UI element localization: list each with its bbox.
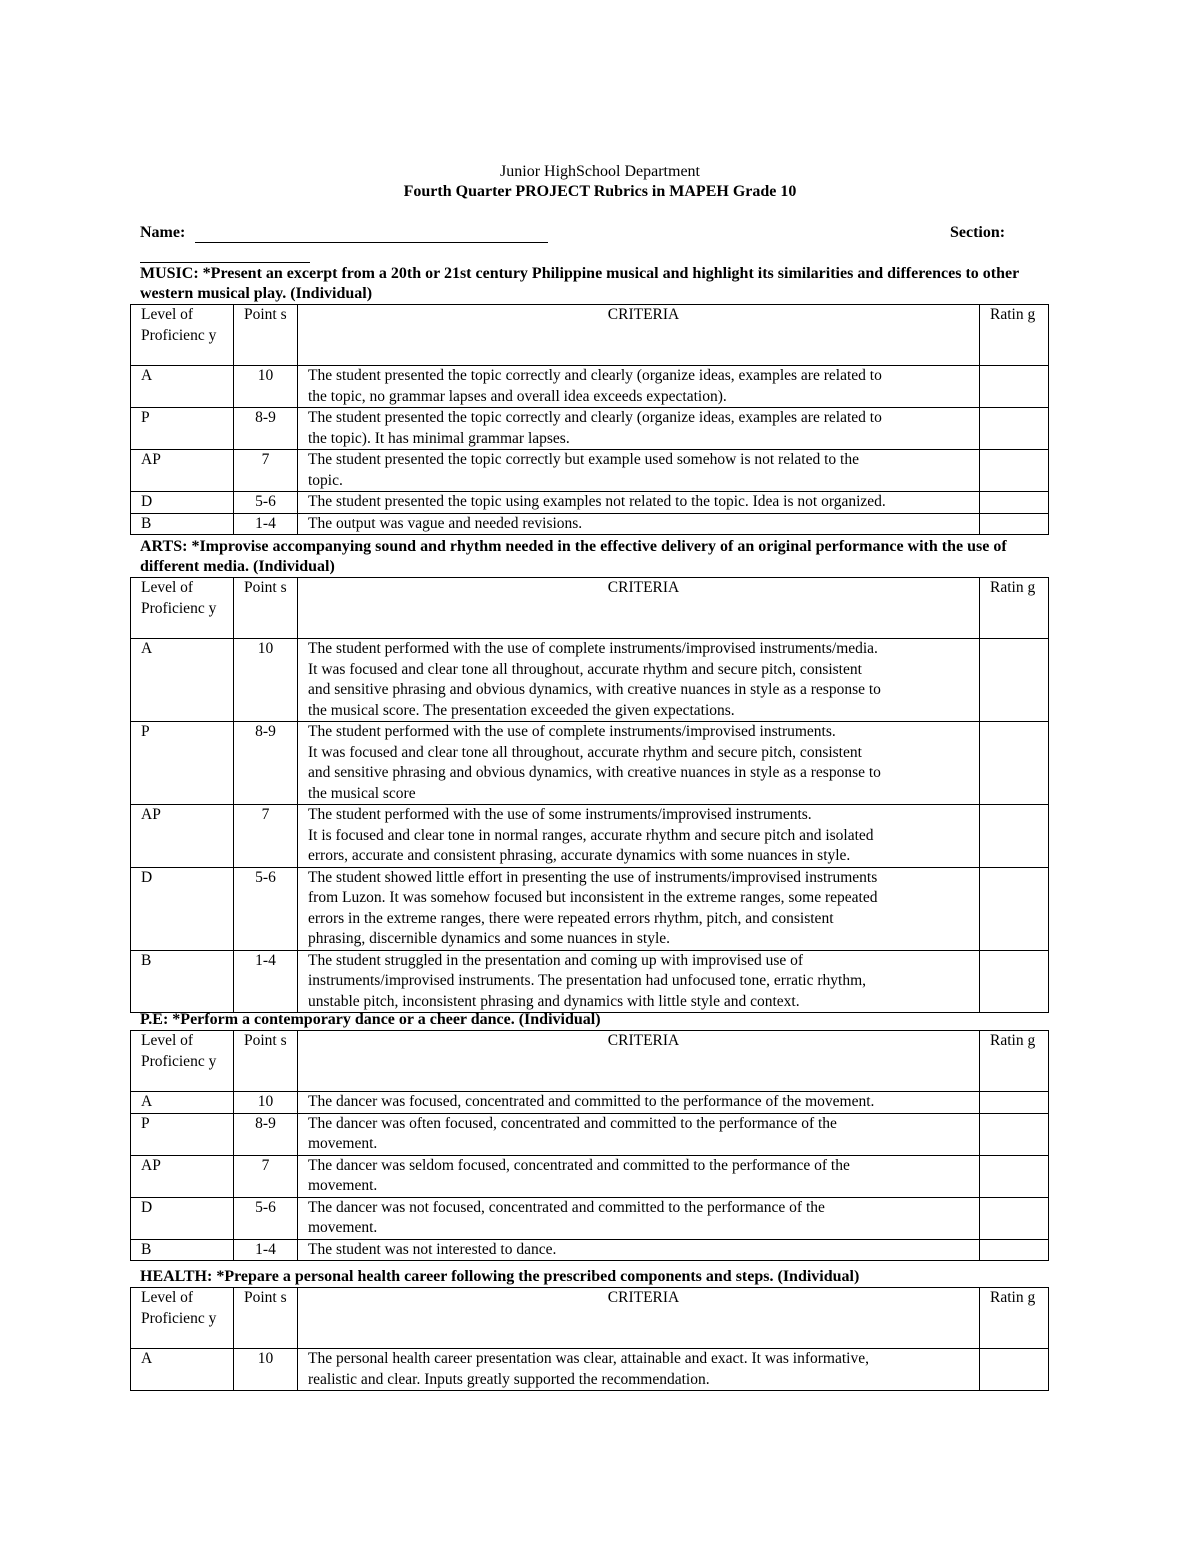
level-cell: AP: [131, 450, 234, 492]
points-header: Point s: [234, 305, 298, 366]
rating-cell[interactable]: [980, 1155, 1049, 1197]
music-rubric-table: [130, 304, 1049, 535]
criteria-cell: The student presented the topic correctly but example used somehow is not related to the topic.: [298, 450, 980, 492]
criteria-cell: The output was vague and needed revisions.: [298, 513, 980, 535]
table-row: [131, 366, 1049, 408]
points-cell: 8-9: [234, 408, 298, 450]
criteria-cell: The student showed little effort in presenting the use of instruments/improvised instruments from Luzon. It was somehow focused but inconsistent in the extreme ranges, some repeated errors in the extreme ranges, there were repeated errors rhythm, pitch, and consistent phrasing, discernible dynamics and some nuances in style.: [298, 867, 980, 950]
criteria-cell: The personal health career presentation was clear, attainable and exact. It was informative, realistic and clear. Inputs greatly supported the recommendation.: [298, 1349, 980, 1391]
table-row: [131, 722, 1049, 805]
health-section-title: HEALTH: *Prepare a personal health career following the prescribed components and steps. (Individual): [140, 1268, 860, 1285]
rating-cell[interactable]: [980, 867, 1049, 950]
table-row: [131, 408, 1049, 450]
level-cell: A: [131, 639, 234, 722]
music-section-title: MUSIC: *Present an excerpt from a 20th or 21st century Philippine musical and highlight its similarities and differences to other western musical play. (Individual): [140, 265, 1019, 302]
arts-rubric-table: [130, 577, 1049, 1013]
level-cell: A: [131, 1349, 234, 1391]
table-row: [131, 867, 1049, 950]
points-cell: 10: [234, 639, 298, 722]
points-cell: 8-9: [234, 722, 298, 805]
points-cell: 10: [234, 366, 298, 408]
points-cell: 1-4: [234, 513, 298, 535]
level-cell: D: [131, 492, 234, 514]
table-row: [131, 950, 1049, 1013]
rating-cell[interactable]: [980, 639, 1049, 722]
criteria-cell: The student presented the topic correctly and clearly (organize ideas, examples are related to the topic). It has minimal grammar lapses.: [298, 408, 980, 450]
points-cell: 10: [234, 1092, 298, 1114]
criteria-cell: The dancer was often focused, concentrated and committed to the performance of the movement.: [298, 1113, 980, 1155]
rating-cell[interactable]: [980, 408, 1049, 450]
points-cell: 7: [234, 805, 298, 868]
level-cell: B: [131, 513, 234, 535]
criteria-cell: The dancer was seldom focused, concentrated and committed to the performance of the movement.: [298, 1155, 980, 1197]
rating-cell[interactable]: [980, 492, 1049, 514]
points-header: Point s: [234, 1031, 298, 1092]
section-label: Section:: [950, 224, 1006, 241]
criteria-cell: The dancer was not focused, concentrated and committed to the performance of the movement.: [298, 1197, 980, 1239]
rating-header: Ratin g: [980, 1288, 1049, 1349]
level-cell: AP: [131, 805, 234, 868]
points-header: Point s: [234, 1288, 298, 1349]
rating-cell[interactable]: [980, 1092, 1049, 1114]
table-row: [131, 1092, 1049, 1114]
table-row: [131, 1349, 1049, 1391]
points-cell: 7: [234, 450, 298, 492]
rating-cell[interactable]: [980, 1349, 1049, 1391]
department-heading: Junior HighSchool Department: [500, 163, 700, 180]
criteria-cell: The student performed with the use of complete instruments/improvised instruments/media. It was focused and clear tone all throughout, accurate rhythm and secure pitch, consistent and sensitive phrasing and obvious dynamics, with creative nuances in style as a response to the musical score. The presentation exceeded the given expectations.: [298, 639, 980, 722]
points-cell: 1-4: [234, 950, 298, 1013]
level-header: Level of Proficienc y: [131, 1031, 234, 1092]
rating-cell[interactable]: [980, 722, 1049, 805]
pe-rubric-table: [130, 1030, 1049, 1261]
table-header-row: [131, 1031, 1049, 1092]
rating-cell[interactable]: [980, 1239, 1049, 1261]
points-cell: 5-6: [234, 867, 298, 950]
criteria-cell: The student presented the topic using examples not related to the topic. Idea is not organized.: [298, 492, 980, 514]
table-row: [131, 1113, 1049, 1155]
pe-section-title: P.E: *Perform a contemporary dance or a cheer dance. (Individual): [140, 1011, 601, 1028]
level-cell: AP: [131, 1155, 234, 1197]
rating-header: Ratin g: [980, 305, 1049, 366]
arts-section-title: ARTS: *Improvise accompanying sound and rhythm needed in the effective delivery of an original performance with the use of different media. (Individual): [140, 538, 1007, 575]
points-cell: 10: [234, 1349, 298, 1391]
rating-cell[interactable]: [980, 450, 1049, 492]
level-header: Level of Proficienc y: [131, 578, 234, 639]
criteria-header: CRITERIA: [298, 305, 980, 366]
level-cell: D: [131, 867, 234, 950]
rating-cell[interactable]: [980, 805, 1049, 868]
table-row: [131, 450, 1049, 492]
rating-cell[interactable]: [980, 1197, 1049, 1239]
table-row: [131, 1155, 1049, 1197]
criteria-cell: The student performed with the use of some instruments/improvised instruments. It is focused and clear tone in normal ranges, accurate rhythm and secure pitch and isolated errors, accurate and consistent phrasing, accurate dynamics with some nuances in style.: [298, 805, 980, 868]
level-cell: P: [131, 408, 234, 450]
health-rubric-table: [130, 1287, 1049, 1391]
criteria-header: CRITERIA: [298, 578, 980, 639]
criteria-cell: The student presented the topic correctly and clearly (organize ideas, examples are related to the topic, no grammar lapses and overall idea exceeds expectation).: [298, 366, 980, 408]
rating-cell[interactable]: [980, 513, 1049, 535]
table-row: [131, 639, 1049, 722]
table-row: [131, 513, 1049, 535]
rating-header: Ratin g: [980, 578, 1049, 639]
criteria-header: CRITERIA: [298, 1288, 980, 1349]
criteria-cell: The student performed with the use of complete instruments/improvised instruments. It was focused and clear tone all throughout, accurate rhythm and secure pitch, consistent and sensitive phrasing and obvious dynamics, with creative nuances in style as a response to the musical score: [298, 722, 980, 805]
name-label: Name:: [140, 224, 186, 241]
name-field-line[interactable]: [195, 242, 548, 243]
points-cell: 1-4: [234, 1239, 298, 1261]
section-field-line[interactable]: [140, 262, 310, 263]
table-row: [131, 805, 1049, 868]
criteria-cell: The student was not interested to dance.: [298, 1239, 980, 1261]
rating-header: Ratin g: [980, 1031, 1049, 1092]
points-cell: 5-6: [234, 492, 298, 514]
document-title: Fourth Quarter PROJECT Rubrics in MAPEH Grade 10: [403, 183, 797, 200]
level-header: Level of Proficienc y: [131, 1288, 234, 1349]
level-cell: B: [131, 950, 234, 1013]
points-cell: 5-6: [234, 1197, 298, 1239]
name-section-row: [140, 224, 1040, 264]
table-header-row: [131, 1288, 1049, 1349]
table-header-row: [131, 305, 1049, 366]
level-header: Level of Proficienc y: [131, 305, 234, 366]
rating-cell[interactable]: [980, 1113, 1049, 1155]
level-cell: B: [131, 1239, 234, 1261]
table-row: [131, 1239, 1049, 1261]
table-row: [131, 1197, 1049, 1239]
level-cell: P: [131, 1113, 234, 1155]
criteria-cell: The dancer was focused, concentrated and committed to the performance of the movement.: [298, 1092, 980, 1114]
level-cell: A: [131, 1092, 234, 1114]
table-row: [131, 492, 1049, 514]
level-cell: D: [131, 1197, 234, 1239]
points-cell: 8-9: [234, 1113, 298, 1155]
criteria-header: CRITERIA: [298, 1031, 980, 1092]
table-header-row: [131, 578, 1049, 639]
level-cell: P: [131, 722, 234, 805]
points-header: Point s: [234, 578, 298, 639]
criteria-cell: The student struggled in the presentation and coming up with improvised use of instruments/improvised instruments. The presentation had unfocused tone, erratic rhythm, unstable pitch, inconsistent phrasing and dynamics with little style and context.: [298, 950, 980, 1013]
rating-cell[interactable]: [980, 950, 1049, 1013]
level-cell: A: [131, 366, 234, 408]
points-cell: 7: [234, 1155, 298, 1197]
rating-cell[interactable]: [980, 366, 1049, 408]
